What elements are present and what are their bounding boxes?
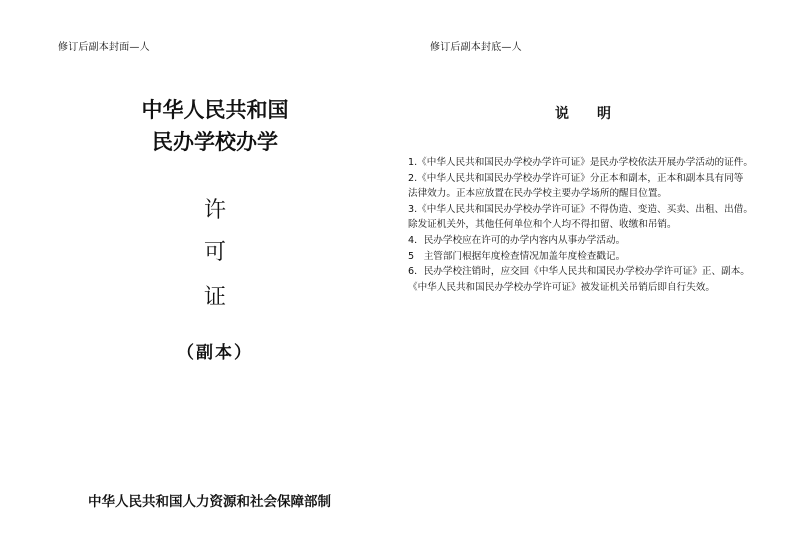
note-line: 6．民办学校注销时，应交回《中华人民共和国民办学校办学许可证》正、副本。 xyxy=(408,266,750,278)
issuer-text: 中华人民共和国人力资源和社会保障部制 xyxy=(88,494,331,510)
note-line: 《中华人民共和国民办学校办学许可证》被发证机关吊销后即自行失效。 xyxy=(408,281,715,293)
note-line: 法律效力。正本应放置在民办学校主要办学场所的醒目位置。 xyxy=(408,188,668,200)
license-char-1: 许 xyxy=(203,198,226,223)
note-line: 1.《中华人民共和国民办学校办学许可证》是民办学校依法开展办学活动的证件。 xyxy=(408,157,753,168)
license-char-3: 证 xyxy=(203,285,226,310)
notes-title: 说明 xyxy=(555,106,639,122)
notes-list xyxy=(408,155,770,295)
copy-label: （副本） xyxy=(177,343,253,363)
back-page xyxy=(400,0,800,544)
cover-title-line2: 民办学校办学 xyxy=(152,130,278,154)
cover-header: 修订后副本封面—人 xyxy=(58,42,150,53)
back-header: 修订后副本封底—人 xyxy=(430,42,522,53)
note-line: 5 主管部门根据年度检查情况加盖年度检查戳记。 xyxy=(408,250,626,262)
cover-title-line1: 中华人民共和国 xyxy=(141,98,289,122)
note-line: 4．民办学校应在许可的办学内容内从事办学活动。 xyxy=(408,234,626,246)
note-line: 3.《中华人民共和国民办学校办学许可证》不得伪造、变造、买卖、出租、出借。 xyxy=(408,203,753,215)
note-line: 除发证机关外，其他任何单位和个人均不得扣留、收缴和吊销。 xyxy=(408,219,677,231)
license-char-2: 可 xyxy=(203,240,226,265)
note-line: 2.《中华人民共和国民办学校办学许可证》分正本和副本，正本和副本具有同等 xyxy=(408,172,744,184)
